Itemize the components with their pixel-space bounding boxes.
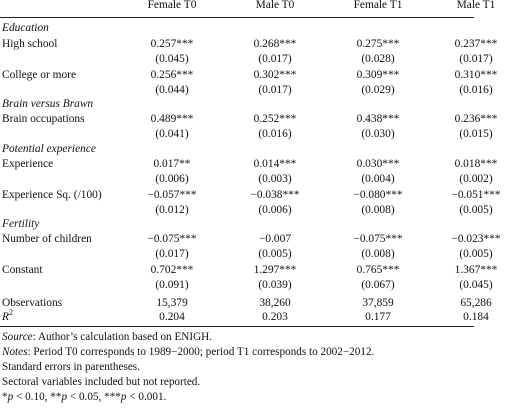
sig-p: p: [61, 391, 68, 403]
se-cell: (0.005): [459, 248, 493, 260]
obs-cell: 15,379: [156, 297, 188, 309]
coef-cell: −0.075***: [147, 233, 197, 245]
se-cell: (0.091): [155, 279, 189, 291]
row-label: Observations: [2, 297, 63, 309]
header-rule: [0, 17, 474, 18]
coef-cell: −0.007: [258, 233, 292, 245]
se-cell: (0.028): [361, 53, 395, 65]
coef-cell: 0.268***: [253, 38, 297, 50]
header-female-t1: Female T1: [353, 0, 403, 11]
se-cell: (0.045): [155, 53, 189, 65]
se-cell: (0.008): [361, 248, 395, 260]
r2-cell: 0.203: [262, 311, 288, 323]
section-brain: [0, 96, 474, 112]
se-cell: (0.012): [155, 204, 189, 216]
coef-cell: 0.765***: [356, 264, 400, 276]
coef-cell: 0.236***: [454, 113, 498, 125]
r2-cell: 0.177: [365, 311, 391, 323]
coef-cell: 1.297***: [253, 264, 297, 276]
section-experience-title: Potential experience: [2, 143, 96, 155]
row-label: Experience: [2, 158, 54, 170]
note-notes-text: : Period T0 corresponds to 1989−2000; period T1 corresponds to 2002−2012.: [27, 346, 375, 358]
sig-text: < 0.001.: [126, 391, 167, 403]
row-label: Brain occupations: [2, 113, 85, 125]
obs-cell: 37,859: [362, 297, 394, 309]
se-cell: (0.016): [258, 128, 292, 140]
row-experience: [0, 156, 498, 172]
coef-cell: 0.237***: [454, 38, 498, 50]
se-cell: (0.017): [258, 53, 292, 65]
header-male-t1: Male T1: [456, 0, 496, 11]
sig-star: *: [2, 391, 8, 403]
se-cell: (0.005): [459, 204, 493, 216]
se-cell: (0.044): [155, 84, 189, 96]
coef-cell: 0.018***: [454, 158, 498, 170]
se-cell: (0.006): [155, 173, 189, 185]
row-experience-se: [0, 171, 493, 187]
row-label: College or more: [2, 69, 77, 81]
row-high-school: [0, 36, 498, 52]
se-cell: (0.006): [258, 204, 292, 216]
coef-cell: 0.310***: [454, 69, 498, 81]
section-fertility: [0, 216, 474, 232]
se-cell: (0.016): [459, 84, 493, 96]
note-source: [2, 330, 212, 344]
section-fertility-title: Fertility: [2, 218, 40, 230]
table-header: [0, 0, 496, 13]
row-constant: [0, 262, 498, 278]
coef-cell: −0.038***: [250, 189, 300, 201]
obs-cell: 65,286: [460, 297, 492, 309]
header-female-t0: Female T0: [147, 0, 197, 11]
coef-cell: 0.302***: [253, 69, 297, 81]
coef-cell: 0.702***: [150, 264, 194, 276]
coef-cell: 0.275***: [356, 38, 400, 50]
coef-cell: 1.367***: [454, 264, 498, 276]
se-cell: (0.003): [258, 173, 292, 185]
section-education-title: Education: [2, 22, 49, 34]
row-label: Experience Sq. (/100): [2, 189, 102, 201]
header-male-t0: Male T0: [255, 0, 295, 11]
row-constant-se: [0, 277, 493, 293]
se-cell: (0.045): [459, 279, 493, 291]
row-college: [0, 67, 498, 83]
coef-cell: −0.075***: [353, 233, 403, 245]
se-cell: (0.017): [155, 248, 189, 260]
se-cell: (0.039): [258, 279, 292, 291]
obs-cell: 38,260: [259, 297, 291, 309]
coef-cell: 0.257***: [150, 38, 194, 50]
coef-cell: 0.030***: [356, 158, 400, 170]
sig-p: p: [120, 391, 127, 403]
coef-cell: −0.080***: [353, 189, 403, 201]
bottom-rule: [0, 326, 474, 327]
se-cell: (0.002): [459, 173, 493, 185]
sig-text: < 0.05, ***: [67, 391, 121, 403]
row-label: High school: [2, 38, 58, 50]
coef-cell: 0.252***: [253, 113, 297, 125]
se-cell: (0.005): [258, 248, 292, 260]
note-notes-label: Notes: [2, 346, 28, 358]
row-children: [0, 231, 501, 247]
se-cell: (0.015): [459, 128, 493, 140]
coef-cell: −0.057***: [147, 189, 197, 201]
r2-symbol: R: [2, 311, 9, 323]
se-cell: (0.030): [361, 128, 395, 140]
row-label: [2, 309, 13, 325]
r2-cell: 0.204: [159, 311, 185, 323]
section-brain-title: Brain versus Brawn: [2, 98, 94, 110]
coef-cell: 0.309***: [356, 69, 400, 81]
coef-cell: 0.014***: [253, 158, 297, 170]
section-experience: [0, 141, 474, 157]
sig-text: < 0.10, **: [13, 391, 62, 403]
coef-cell: 0.438***: [356, 113, 400, 125]
se-cell: (0.017): [459, 53, 493, 65]
note-periods: [2, 345, 374, 359]
coef-cell: 0.489***: [150, 113, 194, 125]
note-source-label: Source: [2, 331, 33, 343]
se-cell: (0.029): [361, 84, 395, 96]
row-r2: [0, 308, 489, 325]
row-label: Number of children: [2, 233, 92, 245]
section-education: [0, 20, 474, 36]
r2-superscript: 2: [8, 308, 13, 318]
coef-cell: 0.256***: [150, 69, 194, 81]
row-brain: [0, 111, 498, 127]
note-source-text: : Author’s calculation based on ENIGH.: [32, 331, 213, 343]
row-experience-sq: [0, 187, 501, 203]
sig-p: p: [7, 391, 14, 403]
se-cell: (0.008): [361, 204, 395, 216]
r2-cell: 0.184: [463, 311, 489, 323]
se-cell: (0.041): [155, 128, 189, 140]
row-brain-se: [0, 126, 493, 142]
note-standard-errors: Standard errors in parentheses.: [2, 361, 140, 373]
coef-cell: −0.051***: [451, 189, 501, 201]
se-cell: (0.004): [361, 173, 395, 185]
se-cell: (0.017): [258, 84, 292, 96]
se-cell: (0.067): [361, 279, 395, 291]
coef-cell: −0.023***: [451, 233, 501, 245]
coef-cell: 0.017**: [153, 158, 191, 170]
row-label: Constant: [2, 264, 43, 276]
row-children-se: [0, 246, 493, 262]
note-sectoral: Sectoral variables included but not reported.: [2, 376, 201, 388]
note-significance: [2, 390, 166, 404]
row-high-school-se: [0, 51, 493, 67]
